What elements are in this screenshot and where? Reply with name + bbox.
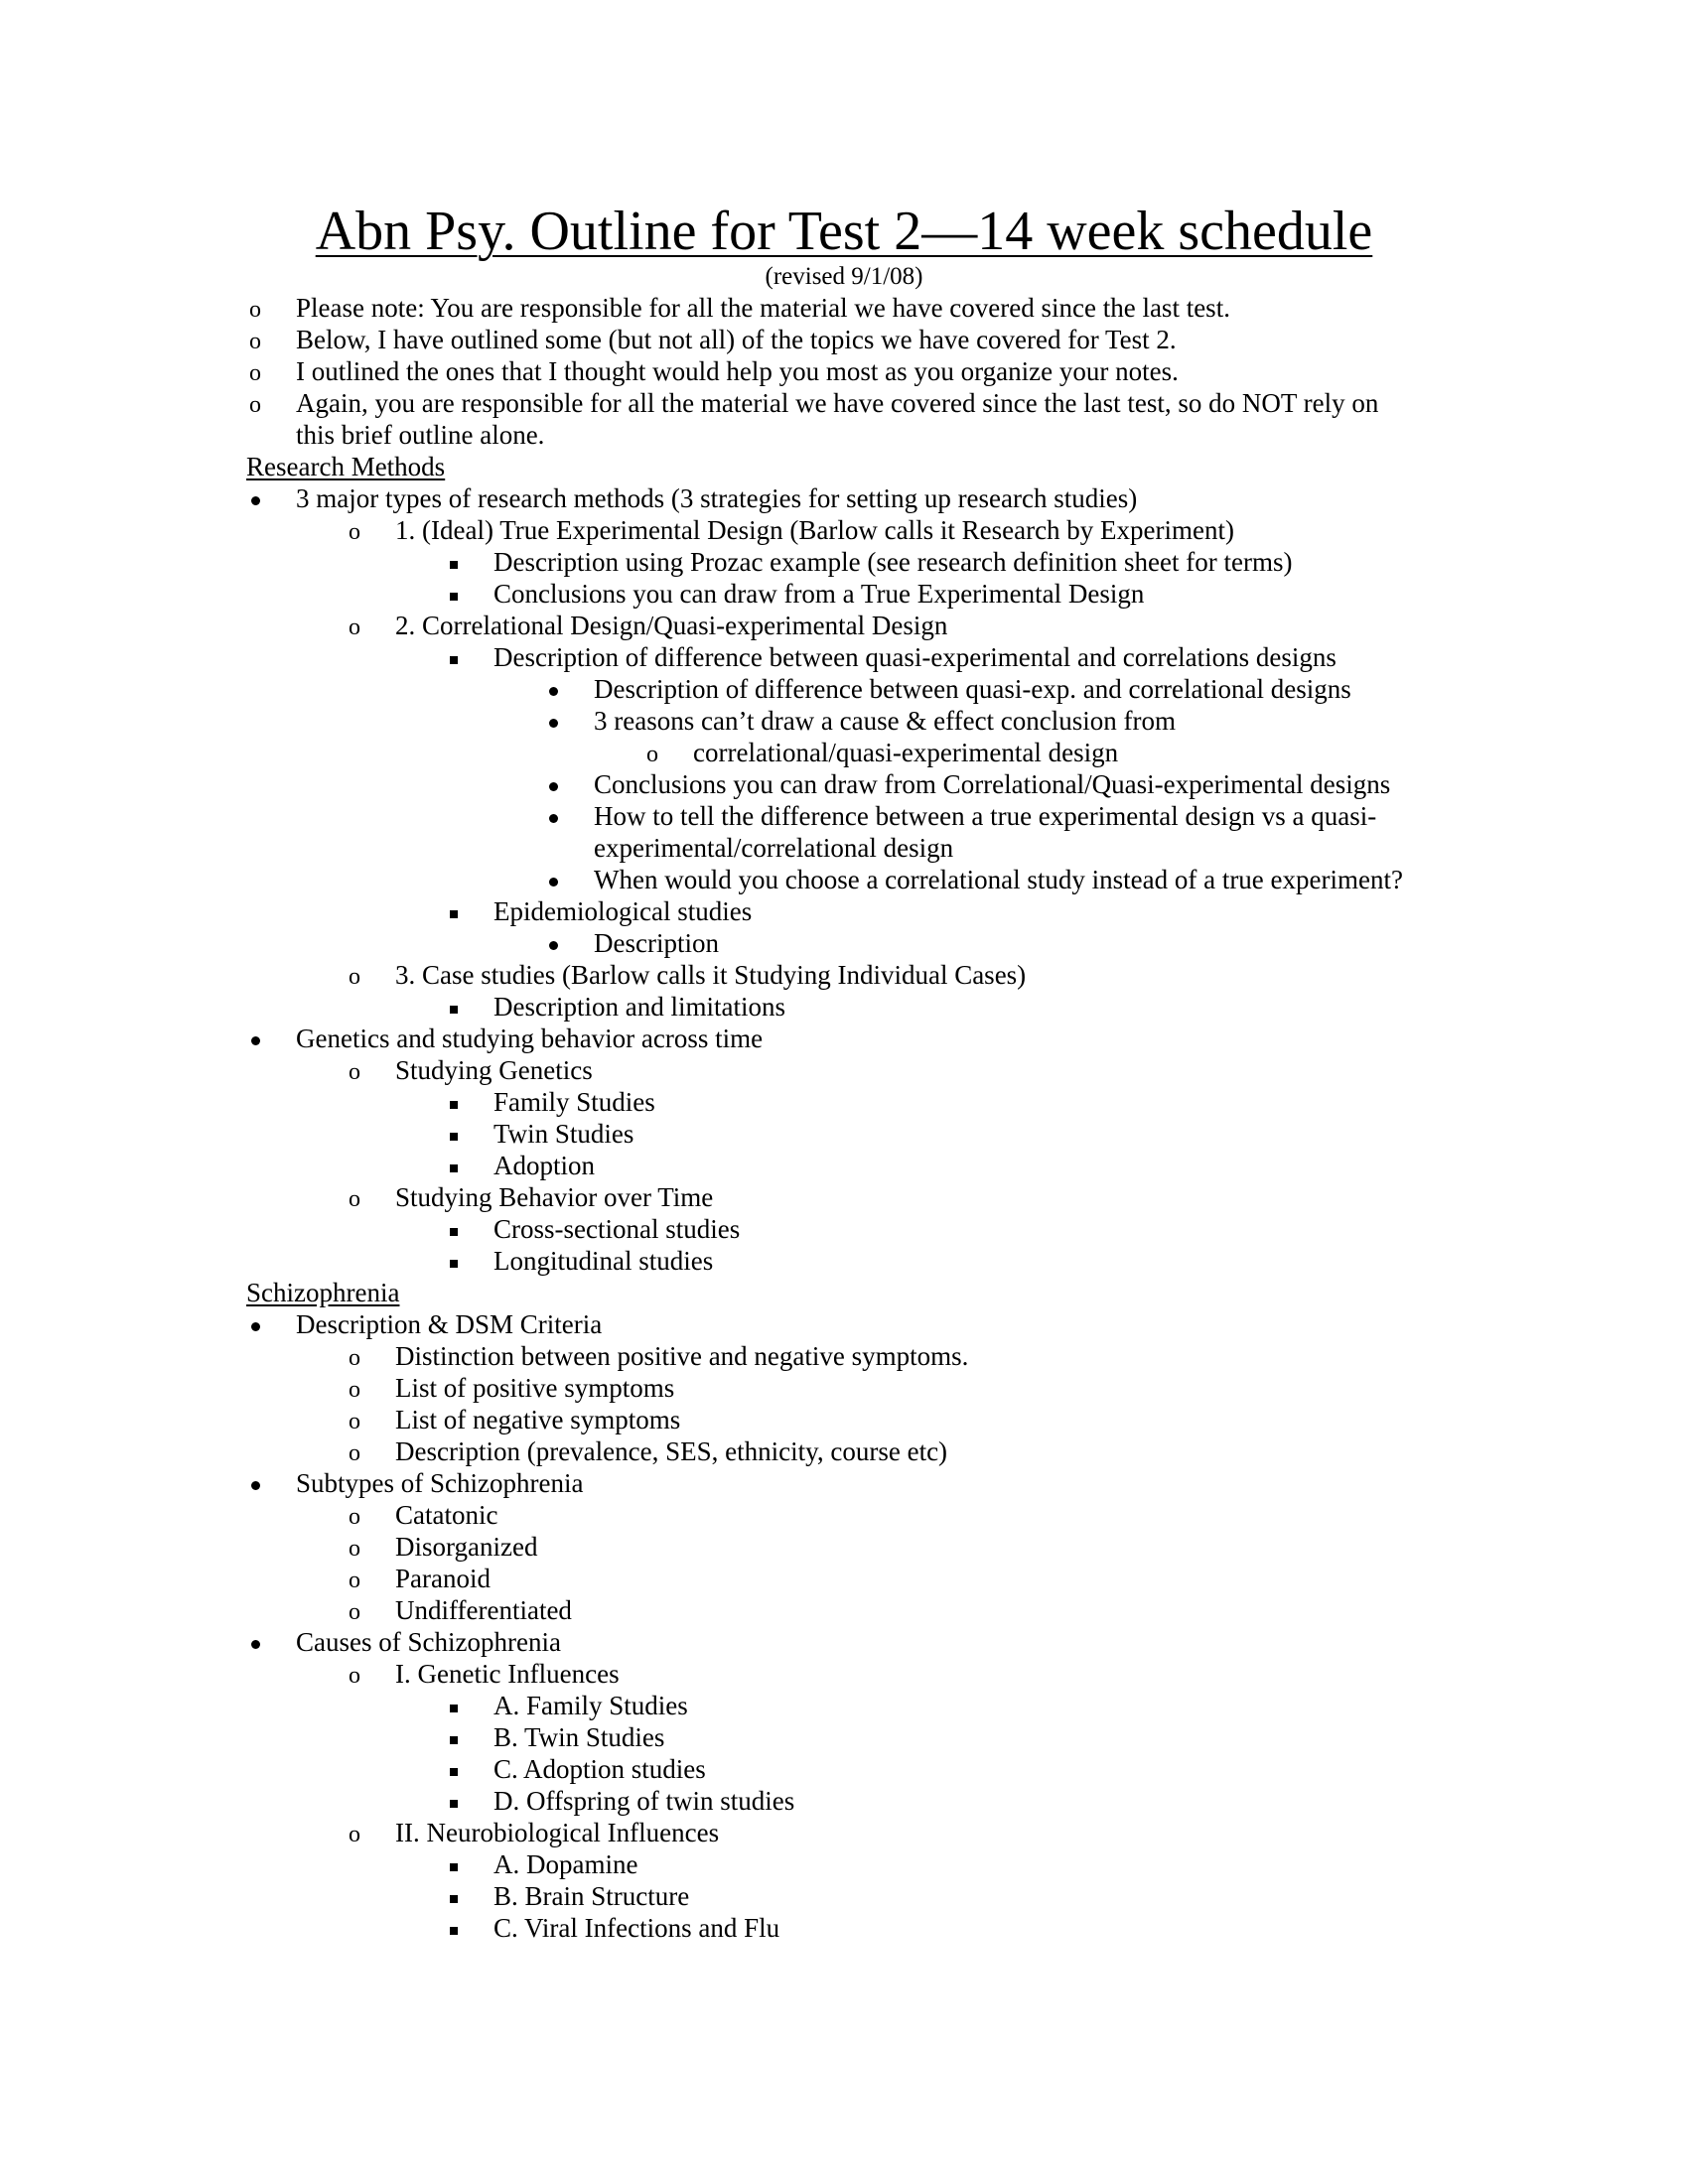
bullet-square-icon — [439, 546, 469, 578]
outline-item-text: Causes of Schizophrenia — [296, 1627, 561, 1657]
outline-item — [0, 546, 1688, 578]
outline-item-text: List of positive symptoms — [395, 1373, 675, 1403]
bullet-square-icon — [439, 1690, 469, 1721]
outline-item — [0, 800, 1688, 864]
bullet-square-icon — [439, 1245, 469, 1277]
outline-item — [0, 1118, 1688, 1150]
bullet-disc-icon — [538, 864, 568, 895]
outline-item-text: Family Studies — [493, 1087, 655, 1117]
section-heading-text: Schizophrenia — [246, 1278, 400, 1307]
bullet-circle-icon: o — [349, 1345, 360, 1371]
outline-item — [0, 355, 1688, 387]
bullet-square-icon — [439, 1721, 469, 1753]
outline-item-text: Description and limitations — [493, 992, 785, 1022]
outline-item-text: Distinction between positive and negative symptoms. — [395, 1341, 969, 1371]
bullet-circle-icon: o — [349, 964, 360, 990]
bullet-disc-icon — [538, 768, 568, 800]
bullet-circle-icon: o — [349, 1504, 360, 1530]
bullet-circle-icon: o — [349, 519, 360, 545]
bullet-disc-icon — [538, 673, 568, 705]
document-subtitle: (revised 9/1/08) — [765, 263, 923, 290]
outline-item — [0, 673, 1688, 705]
outline — [0, 292, 1688, 1944]
outline-item-text: 3. Case studies (Barlow calls it Studying Individual Cases) — [395, 960, 1027, 990]
outline-item — [0, 1372, 1688, 1404]
outline-item-text: Undifferentiated — [395, 1595, 572, 1625]
bullet-square-icon — [439, 1086, 469, 1118]
outline-item — [0, 864, 1688, 895]
outline-item-text: 2. Correlational Design/Quasi-experimental Design — [395, 611, 948, 640]
bullet-circle-icon: o — [349, 1409, 360, 1434]
bullet-square-icon — [439, 1150, 469, 1181]
outline-item — [0, 895, 1688, 927]
outline-item-text: C. Viral Infections and Flu — [493, 1913, 780, 1943]
outline-item — [0, 1563, 1688, 1594]
outline-item-text: Studying Behavior over Time — [395, 1182, 714, 1212]
bullet-square-icon — [439, 1118, 469, 1150]
bullet-circle-icon: o — [349, 1377, 360, 1403]
outline-item — [0, 1499, 1688, 1531]
outline-item — [0, 705, 1688, 737]
outline-item — [0, 1308, 1688, 1340]
outline-item-text: Epidemiological studies — [493, 896, 753, 926]
outline-item — [0, 610, 1688, 641]
outline-item — [0, 1658, 1688, 1690]
outline-item-text: I. Genetic Influences — [395, 1659, 620, 1689]
outline-item — [0, 1817, 1688, 1848]
outline-item-text: D. Offspring of twin studies — [493, 1786, 795, 1816]
outline-item — [0, 1054, 1688, 1086]
outline-item-text: Catatonic — [395, 1500, 498, 1530]
outline-item-text: B. Brain Structure — [493, 1881, 690, 1911]
bullet-circle-icon: o — [349, 1059, 360, 1085]
document-title: Abn Psy. Outline for Test 2—14 week schedule — [315, 201, 1373, 262]
outline-item — [0, 324, 1688, 355]
outline-item — [0, 1785, 1688, 1817]
section-heading — [0, 1277, 1688, 1308]
outline-item-text: Description (prevalence, SES, ethnicity, course etc) — [395, 1436, 948, 1466]
bullet-circle-icon: o — [349, 1186, 360, 1212]
outline-item-text: Subtypes of Schizophrenia — [296, 1468, 584, 1498]
bullet-disc-icon — [240, 1023, 270, 1054]
outline-item-text: Cross-sectional studies — [493, 1214, 741, 1244]
outline-item-text: correlational/quasi-experimental design — [693, 738, 1119, 767]
outline-item-text: Description — [594, 928, 719, 958]
bullet-circle-icon: o — [646, 742, 658, 767]
bullet-square-icon — [439, 1912, 469, 1944]
outline-item — [0, 1912, 1688, 1944]
bullet-circle-icon: o — [249, 297, 261, 323]
outline-item — [0, 1626, 1688, 1658]
outline-item-text: When would you choose a correlational study instead of a true experiment? — [594, 865, 1403, 894]
outline-item — [0, 1880, 1688, 1912]
bullet-disc-icon — [538, 800, 568, 832]
bullet-disc-icon — [240, 1626, 270, 1658]
bullet-square-icon — [439, 1753, 469, 1785]
bullet-circle-icon: o — [349, 1536, 360, 1562]
outline-item-text: Disorganized — [395, 1532, 538, 1562]
outline-item — [0, 482, 1688, 514]
bullet-circle-icon: o — [249, 329, 261, 354]
bullet-square-icon — [439, 1880, 469, 1912]
outline-item — [0, 737, 1688, 768]
outline-item-text: How to tell the difference between a true experimental design vs a quasi-experimental/correlational design — [594, 801, 1377, 863]
bullet-circle-icon: o — [349, 1599, 360, 1625]
bullet-circle-icon: o — [349, 1440, 360, 1466]
outline-item-text: Conclusions you can draw from Correlational/Quasi-experimental designs — [594, 769, 1391, 799]
outline-item — [0, 1690, 1688, 1721]
bullet-circle-icon: o — [349, 614, 360, 640]
outline-item — [0, 641, 1688, 673]
outline-item — [0, 768, 1688, 800]
outline-item-text: Description of difference between quasi-exp. and correlational designs — [594, 674, 1351, 704]
outline-item — [0, 1753, 1688, 1785]
outline-item-text: Below, I have outlined some (but not all) of the topics we have covered for Test 2. — [296, 325, 1177, 354]
bullet-square-icon — [439, 895, 469, 927]
outline-item — [0, 1467, 1688, 1499]
outline-item-text: A. Family Studies — [493, 1691, 688, 1720]
outline-item-text: I outlined the ones that I thought would help you most as you organize your notes. — [296, 356, 1179, 386]
outline-item — [0, 1721, 1688, 1753]
outline-item — [0, 292, 1688, 324]
outline-item-text: Twin Studies — [493, 1119, 634, 1149]
bullet-circle-icon: o — [249, 360, 261, 386]
outline-item-text: List of negative symptoms — [395, 1405, 681, 1434]
outline-item-text: Again, you are responsible for all the material we have covered since the last test, so do NOT rely on this brief outline alone. — [296, 388, 1379, 450]
bullet-square-icon — [439, 1785, 469, 1817]
outline-item — [0, 1435, 1688, 1467]
outline-item — [0, 1404, 1688, 1435]
bullet-circle-icon: o — [349, 1568, 360, 1593]
outline-item-text: A. Dopamine — [493, 1849, 638, 1879]
outline-item — [0, 1848, 1688, 1880]
outline-item-text: Studying Genetics — [395, 1055, 593, 1085]
outline-item — [0, 1594, 1688, 1626]
outline-item — [0, 1150, 1688, 1181]
bullet-square-icon — [439, 578, 469, 610]
outline-item — [0, 1023, 1688, 1054]
outline-item — [0, 991, 1688, 1023]
bullet-square-icon — [439, 1213, 469, 1245]
outline-item — [0, 927, 1688, 959]
outline-item — [0, 1340, 1688, 1372]
outline-item — [0, 1213, 1688, 1245]
outline-item-text: 3 major types of research methods (3 strategies for setting up research studies) — [296, 483, 1138, 513]
outline-item — [0, 578, 1688, 610]
bullet-disc-icon — [240, 482, 270, 514]
bullet-circle-icon: o — [349, 1663, 360, 1689]
outline-item-text: B. Twin Studies — [493, 1722, 665, 1752]
bullet-square-icon — [439, 991, 469, 1023]
outline-item — [0, 387, 1688, 451]
outline-item — [0, 1531, 1688, 1563]
outline-item-text: Please note: You are responsible for all the material we have covered since the last test. — [296, 293, 1230, 323]
bullet-disc-icon — [240, 1467, 270, 1499]
outline-item — [0, 959, 1688, 991]
bullet-disc-icon — [538, 927, 568, 959]
section-heading — [0, 451, 1688, 482]
outline-item-text: Genetics and studying behavior across time — [296, 1024, 764, 1053]
bullet-disc-icon — [240, 1308, 270, 1340]
bullet-square-icon — [439, 1848, 469, 1880]
outline-item — [0, 514, 1688, 546]
outline-item-text: II. Neurobiological Influences — [395, 1818, 720, 1847]
outline-item-text: C. Adoption studies — [493, 1754, 706, 1784]
bullet-disc-icon — [538, 705, 568, 737]
outline-item-text: Adoption — [493, 1151, 596, 1180]
outline-item-text: Description using Prozac example (see research definition sheet for terms) — [493, 547, 1293, 577]
bullet-circle-icon: o — [349, 1822, 360, 1847]
outline-item-text: Longitudinal studies — [493, 1246, 714, 1276]
bullet-circle-icon: o — [249, 392, 261, 418]
outline-item — [0, 1245, 1688, 1277]
outline-item-text: Paranoid — [395, 1564, 491, 1593]
outline-item-text: 3 reasons can’t draw a cause & effect conclusion from — [594, 706, 1177, 736]
outline-item-text: 1. (Ideal) True Experimental Design (Barlow calls it Research by Experiment) — [395, 515, 1235, 545]
bullet-square-icon — [439, 641, 469, 673]
outline-item-text: Description & DSM Criteria — [296, 1309, 603, 1339]
outline-item-text: Description of difference between quasi-experimental and correlations designs — [493, 642, 1336, 672]
outline-item — [0, 1181, 1688, 1213]
outline-item-text: Conclusions you can draw from a True Experimental Design — [493, 579, 1145, 609]
outline-item — [0, 1086, 1688, 1118]
section-heading-text: Research Methods — [246, 452, 446, 481]
